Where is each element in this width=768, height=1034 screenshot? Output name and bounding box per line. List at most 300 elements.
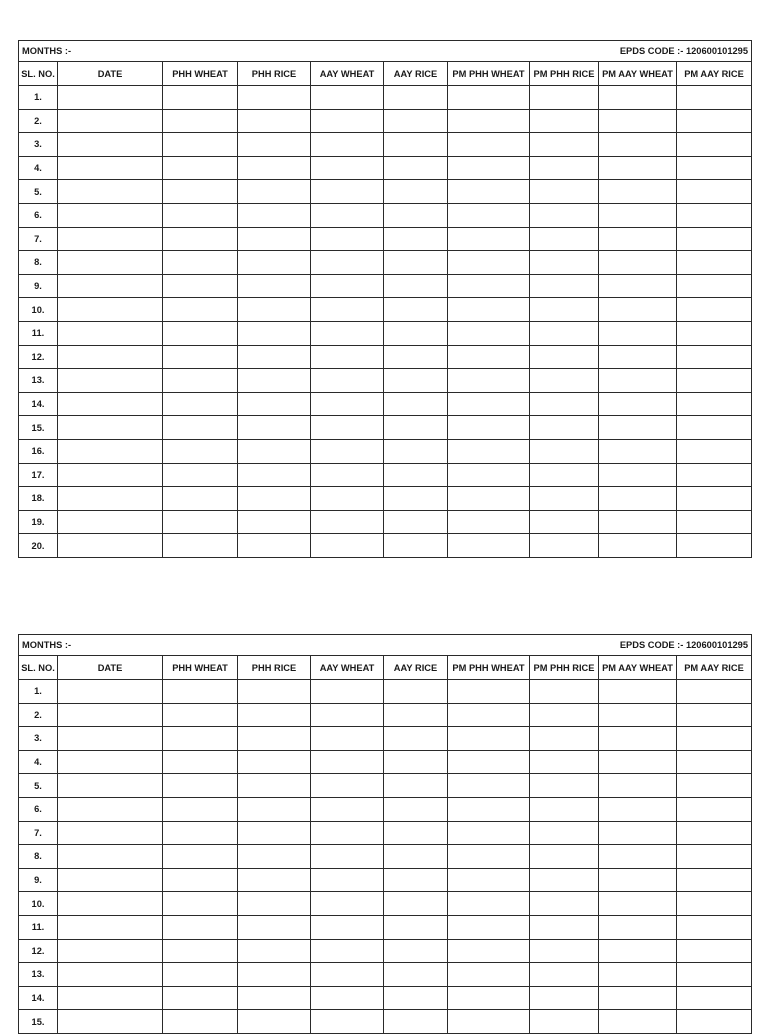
entry-cell	[238, 86, 311, 110]
entry-cell	[677, 203, 752, 227]
entry-cell	[530, 750, 599, 774]
entry-cell	[58, 392, 163, 416]
table-row	[19, 227, 752, 251]
entry-cell	[58, 868, 163, 892]
entry-cell	[238, 463, 311, 487]
serial-number-cell: 6.	[19, 797, 58, 821]
table-row	[19, 797, 752, 821]
entry-cell	[530, 156, 599, 180]
table-row	[19, 180, 752, 204]
entry-cell	[311, 416, 384, 440]
entry-cell	[238, 133, 311, 157]
entry-cell	[448, 156, 530, 180]
entry-cell	[599, 203, 677, 227]
serial-number-cell: 1.	[19, 680, 58, 704]
entry-cell	[58, 727, 163, 751]
serial-number-cell: 13.	[19, 369, 58, 393]
entry-cell	[238, 203, 311, 227]
entry-cell	[163, 774, 238, 798]
entry-cell	[448, 203, 530, 227]
entry-cell	[677, 534, 752, 558]
entry-cell	[448, 986, 530, 1010]
entry-cell	[530, 298, 599, 322]
entry-cell	[530, 439, 599, 463]
entry-cell	[163, 439, 238, 463]
entry-cell	[238, 487, 311, 511]
entry-cell	[163, 109, 238, 133]
entry-cell	[448, 392, 530, 416]
entry-cell	[163, 86, 238, 110]
entry-cell	[163, 845, 238, 869]
entry-cell	[448, 727, 530, 751]
column-header-aay-rice: AAY RICE	[384, 62, 448, 86]
entry-cell	[677, 939, 752, 963]
entry-cell	[163, 534, 238, 558]
serial-number-cell: 8.	[19, 845, 58, 869]
entry-cell	[163, 892, 238, 916]
entry-cell	[238, 892, 311, 916]
entry-cell	[163, 680, 238, 704]
entry-cell	[384, 416, 448, 440]
column-header-phh-rice: PHH RICE	[238, 62, 311, 86]
entry-cell	[677, 510, 752, 534]
serial-number-cell: 1.	[19, 86, 58, 110]
months-label: MONTHS :-	[22, 46, 72, 56]
entry-cell	[384, 463, 448, 487]
entry-cell	[58, 463, 163, 487]
entry-cell	[238, 797, 311, 821]
entry-cell	[448, 821, 530, 845]
entry-cell	[238, 750, 311, 774]
entry-cell	[311, 986, 384, 1010]
entry-cell	[58, 133, 163, 157]
epds-code-label: EPDS CODE :- 120600101295	[619, 640, 749, 650]
table-row	[19, 1010, 752, 1034]
entry-cell	[58, 680, 163, 704]
entry-cell	[677, 251, 752, 275]
entry-cell	[448, 534, 530, 558]
entry-cell	[599, 156, 677, 180]
entry-cell	[163, 133, 238, 157]
entry-cell	[384, 963, 448, 987]
entry-cell	[677, 703, 752, 727]
entry-cell	[238, 392, 311, 416]
entry-cell	[311, 439, 384, 463]
entry-cell	[311, 463, 384, 487]
entry-cell	[677, 274, 752, 298]
serial-number-cell: 2.	[19, 703, 58, 727]
entry-cell	[448, 750, 530, 774]
entry-cell	[311, 750, 384, 774]
entry-cell	[384, 1010, 448, 1034]
entry-cell	[677, 321, 752, 345]
entry-cell	[448, 321, 530, 345]
entry-cell	[238, 510, 311, 534]
entry-cell	[677, 868, 752, 892]
entry-cell	[238, 180, 311, 204]
entry-cell	[677, 821, 752, 845]
entry-cell	[238, 939, 311, 963]
entry-cell	[530, 133, 599, 157]
entry-cell	[311, 534, 384, 558]
entry-cell	[58, 86, 163, 110]
entry-cell	[311, 392, 384, 416]
entry-cell	[448, 1010, 530, 1034]
table-row	[19, 416, 752, 440]
entry-cell	[677, 86, 752, 110]
entry-cell	[677, 845, 752, 869]
table-row	[19, 868, 752, 892]
entry-cell	[530, 845, 599, 869]
entry-cell	[677, 915, 752, 939]
table-row	[19, 963, 752, 987]
entry-cell	[599, 963, 677, 987]
entry-cell	[163, 203, 238, 227]
entry-cell	[311, 797, 384, 821]
entry-cell	[677, 797, 752, 821]
register-body	[19, 86, 752, 558]
serial-number-cell: 14.	[19, 392, 58, 416]
entry-cell	[599, 915, 677, 939]
entry-cell	[384, 298, 448, 322]
entry-cell	[238, 251, 311, 275]
entry-cell	[163, 487, 238, 511]
serial-number-cell: 15.	[19, 416, 58, 440]
entry-cell	[530, 487, 599, 511]
entry-cell	[448, 703, 530, 727]
entry-cell	[311, 892, 384, 916]
serial-number-cell: 18.	[19, 487, 58, 511]
table-row	[19, 369, 752, 393]
entry-cell	[311, 251, 384, 275]
entry-cell	[311, 510, 384, 534]
serial-number-cell: 9.	[19, 274, 58, 298]
entry-cell	[448, 180, 530, 204]
entry-cell	[599, 487, 677, 511]
entry-cell	[530, 369, 599, 393]
table-row	[19, 109, 752, 133]
entry-cell	[58, 180, 163, 204]
entry-cell	[530, 251, 599, 275]
table-row	[19, 750, 752, 774]
entry-cell	[599, 369, 677, 393]
entry-cell	[58, 892, 163, 916]
table-row	[19, 274, 752, 298]
entry-cell	[448, 868, 530, 892]
entry-cell	[599, 133, 677, 157]
entry-cell	[384, 915, 448, 939]
table-row	[19, 939, 752, 963]
table-row	[19, 845, 752, 869]
column-header-aay-rice: AAY RICE	[384, 656, 448, 680]
entry-cell	[599, 845, 677, 869]
table-row	[19, 439, 752, 463]
entry-cell	[448, 463, 530, 487]
entry-cell	[599, 892, 677, 916]
entry-cell	[384, 156, 448, 180]
entry-cell	[238, 369, 311, 393]
entry-cell	[530, 86, 599, 110]
entry-cell	[384, 510, 448, 534]
entry-cell	[384, 797, 448, 821]
entry-cell	[677, 156, 752, 180]
entry-cell	[448, 439, 530, 463]
table-row	[19, 774, 752, 798]
entry-cell	[530, 345, 599, 369]
entry-cell	[384, 774, 448, 798]
serial-number-cell: 12.	[19, 939, 58, 963]
entry-cell	[448, 416, 530, 440]
entry-cell	[238, 986, 311, 1010]
entry-cell	[448, 915, 530, 939]
entry-cell	[677, 227, 752, 251]
entry-cell	[384, 939, 448, 963]
entry-cell	[238, 703, 311, 727]
entry-cell	[163, 321, 238, 345]
entry-cell	[677, 416, 752, 440]
entry-cell	[163, 1010, 238, 1034]
entry-cell	[163, 963, 238, 987]
table-row	[19, 392, 752, 416]
entry-cell	[530, 1010, 599, 1034]
title-row	[19, 635, 752, 656]
entry-cell	[448, 510, 530, 534]
column-header-pm-aay-wheat: PM AAY WHEAT	[599, 656, 677, 680]
serial-number-cell: 12.	[19, 345, 58, 369]
entry-cell	[58, 298, 163, 322]
entry-cell	[163, 510, 238, 534]
serial-number-cell: 19.	[19, 510, 58, 534]
table-row	[19, 892, 752, 916]
entry-cell	[599, 727, 677, 751]
entry-cell	[448, 86, 530, 110]
entry-cell	[677, 180, 752, 204]
entry-cell	[163, 156, 238, 180]
entry-cell	[238, 727, 311, 751]
serial-number-cell: 5.	[19, 180, 58, 204]
entry-cell	[677, 109, 752, 133]
table-row	[19, 298, 752, 322]
title-cell	[19, 635, 752, 656]
table-row	[19, 821, 752, 845]
entry-cell	[599, 463, 677, 487]
entry-cell	[384, 680, 448, 704]
entry-cell	[58, 703, 163, 727]
entry-cell	[163, 251, 238, 275]
entry-cell	[238, 963, 311, 987]
entry-cell	[530, 392, 599, 416]
entry-cell	[677, 892, 752, 916]
entry-cell	[58, 109, 163, 133]
entry-cell	[530, 463, 599, 487]
serial-number-cell: 13.	[19, 963, 58, 987]
entry-cell	[238, 227, 311, 251]
entry-cell	[311, 680, 384, 704]
entry-cell	[238, 156, 311, 180]
table-row	[19, 487, 752, 511]
entry-cell	[58, 986, 163, 1010]
entry-cell	[163, 298, 238, 322]
entry-cell	[58, 156, 163, 180]
entry-cell	[530, 963, 599, 987]
entry-cell	[311, 487, 384, 511]
entry-cell	[384, 392, 448, 416]
entry-cell	[58, 963, 163, 987]
column-header-row	[19, 62, 752, 86]
entry-cell	[599, 939, 677, 963]
entry-cell	[530, 274, 599, 298]
serial-number-cell: 9.	[19, 868, 58, 892]
entry-cell	[599, 298, 677, 322]
entry-cell	[311, 963, 384, 987]
entry-cell	[311, 227, 384, 251]
entry-cell	[311, 109, 384, 133]
entry-cell	[384, 703, 448, 727]
entry-cell	[677, 392, 752, 416]
entry-cell	[163, 821, 238, 845]
entry-cell	[311, 133, 384, 157]
column-header-pm-aay-wheat: PM AAY WHEAT	[599, 62, 677, 86]
table-row	[19, 86, 752, 110]
entry-cell	[530, 534, 599, 558]
table-row	[19, 534, 752, 558]
entry-cell	[311, 86, 384, 110]
entry-cell	[677, 133, 752, 157]
entry-cell	[163, 750, 238, 774]
title-cell	[19, 41, 752, 62]
entry-cell	[238, 680, 311, 704]
serial-number-cell: 20.	[19, 534, 58, 558]
serial-number-cell: 5.	[19, 774, 58, 798]
table-row	[19, 156, 752, 180]
column-header-pm-aay-rice: PM AAY RICE	[677, 656, 752, 680]
entry-cell	[238, 774, 311, 798]
entry-cell	[599, 345, 677, 369]
column-header-pm-aay-rice: PM AAY RICE	[677, 62, 752, 86]
entry-cell	[530, 939, 599, 963]
entry-cell	[599, 750, 677, 774]
stock-register-top	[18, 40, 751, 558]
entry-cell	[384, 345, 448, 369]
table-row	[19, 345, 752, 369]
entry-cell	[163, 915, 238, 939]
entry-cell	[599, 821, 677, 845]
entry-cell	[530, 915, 599, 939]
serial-number-cell: 14.	[19, 986, 58, 1010]
entry-cell	[311, 845, 384, 869]
table-row	[19, 703, 752, 727]
serial-number-cell: 11.	[19, 915, 58, 939]
entry-cell	[384, 369, 448, 393]
entry-cell	[530, 868, 599, 892]
entry-cell	[384, 321, 448, 345]
entry-cell	[677, 963, 752, 987]
entry-cell	[163, 868, 238, 892]
register-table	[18, 634, 752, 1034]
entry-cell	[599, 534, 677, 558]
entry-cell	[384, 821, 448, 845]
entry-cell	[599, 868, 677, 892]
column-header-aay-wheat: AAY WHEAT	[311, 62, 384, 86]
entry-cell	[163, 986, 238, 1010]
entry-cell	[311, 369, 384, 393]
entry-cell	[384, 439, 448, 463]
entry-cell	[530, 892, 599, 916]
entry-cell	[58, 227, 163, 251]
entry-cell	[448, 845, 530, 869]
entry-cell	[163, 416, 238, 440]
entry-cell	[530, 703, 599, 727]
serial-number-cell: 7.	[19, 227, 58, 251]
entry-cell	[677, 439, 752, 463]
entry-cell	[58, 774, 163, 798]
entry-cell	[238, 345, 311, 369]
entry-cell	[599, 274, 677, 298]
entry-cell	[238, 845, 311, 869]
entry-cell	[163, 345, 238, 369]
entry-cell	[238, 109, 311, 133]
entry-cell	[58, 797, 163, 821]
entry-cell	[163, 369, 238, 393]
entry-cell	[311, 156, 384, 180]
column-header-row	[19, 656, 752, 680]
entry-cell	[530, 510, 599, 534]
entry-cell	[384, 180, 448, 204]
entry-cell	[311, 821, 384, 845]
entry-cell	[530, 986, 599, 1010]
entry-cell	[599, 986, 677, 1010]
entry-cell	[384, 868, 448, 892]
entry-cell	[311, 868, 384, 892]
entry-cell	[448, 298, 530, 322]
entry-cell	[448, 227, 530, 251]
table-row	[19, 510, 752, 534]
entry-cell	[58, 345, 163, 369]
entry-cell	[58, 939, 163, 963]
entry-cell	[384, 727, 448, 751]
entry-cell	[163, 727, 238, 751]
entry-cell	[311, 774, 384, 798]
entry-cell	[58, 750, 163, 774]
column-header-sl-no: SL. NO.	[19, 62, 58, 86]
entry-cell	[448, 109, 530, 133]
serial-number-cell: 8.	[19, 251, 58, 275]
entry-cell	[448, 251, 530, 275]
entry-cell	[677, 463, 752, 487]
entry-cell	[530, 109, 599, 133]
entry-cell	[448, 939, 530, 963]
entry-cell	[311, 298, 384, 322]
entry-cell	[599, 703, 677, 727]
serial-number-cell: 10.	[19, 892, 58, 916]
entry-cell	[677, 774, 752, 798]
entry-cell	[311, 203, 384, 227]
entry-cell	[530, 416, 599, 440]
entry-cell	[58, 1010, 163, 1034]
entry-cell	[58, 487, 163, 511]
entry-cell	[163, 274, 238, 298]
entry-cell	[238, 534, 311, 558]
entry-cell	[384, 133, 448, 157]
entry-cell	[58, 510, 163, 534]
table-row	[19, 986, 752, 1010]
entry-cell	[384, 86, 448, 110]
entry-cell	[238, 868, 311, 892]
entry-cell	[599, 439, 677, 463]
entry-cell	[311, 915, 384, 939]
column-header-date: DATE	[58, 656, 163, 680]
entry-cell	[677, 369, 752, 393]
